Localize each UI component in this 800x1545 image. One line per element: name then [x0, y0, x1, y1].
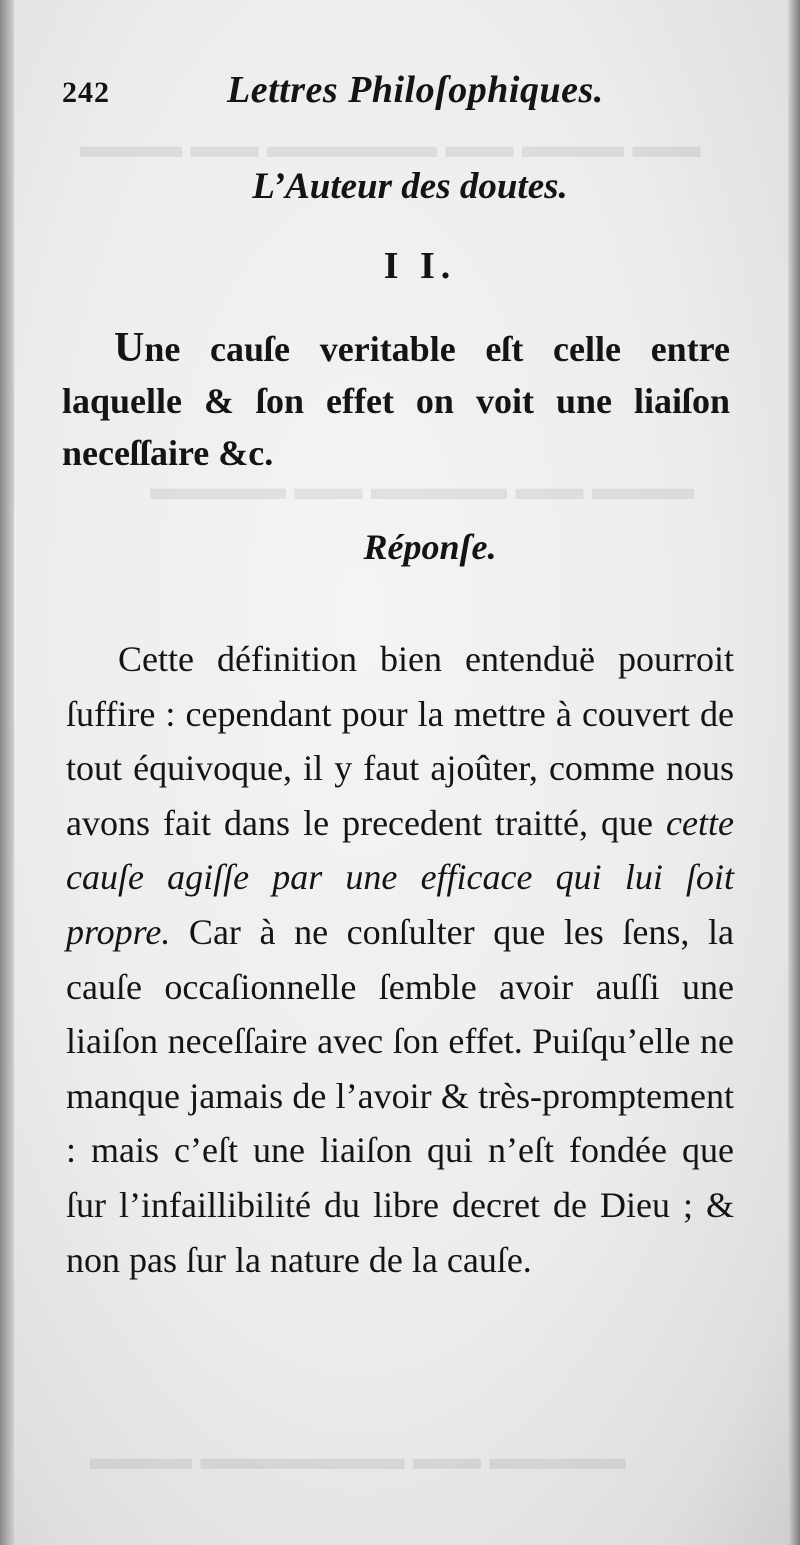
reponse-heading: Réponſe.	[363, 527, 497, 567]
objection-initial-letter: U	[114, 325, 145, 371]
running-header	[62, 64, 742, 124]
author-heading: L’Auteur des doutes.	[252, 166, 568, 207]
response-text-part2: Car à ne conſulter que les ſens, la cauſe occaſionnelle ſemble avoir auſſi une liaiſon neceſſaire avec ſon effet. Puiſqu’elle ne manque jamais de l’avoir & très-promptement : mais c’eſt une liaiſon qui n’eſt fondée que ſur l’infaillibilité du libre decret de Dieu ; & non pas ſur la nature de la cauſe.	[66, 911, 734, 1280]
objection-paragraph	[62, 322, 730, 479]
page-number: 242	[62, 76, 110, 109]
response-text-part1: Cette définition bien entenduë pourroit ſuffire : cependant pour la mettre à couvert de tout équivoque, il y faut ajoûter, comme nous avons fait dans le precedent traitté, que	[66, 639, 734, 843]
show-through-texture: ▬▬ ▬▬▬ ▬▬ ▬▬▬▬▬ ▬▬ ▬▬▬	[80, 128, 701, 165]
show-through-texture: ▬▬▬ ▬▬ ▬▬▬▬ ▬▬ ▬▬▬▬	[150, 470, 694, 507]
running-title: Lettres Philoſophiques.	[227, 69, 604, 111]
section-number: I I.	[383, 245, 457, 287]
objection-text: ne cauſe veritable eſt celle entre laquelle & ſon effet on voit une liaiſon neceſſaire &c.	[62, 329, 730, 473]
response-italic-phrase: cette cauſe agiſſe par une efficace qui lui ſoit propre.	[66, 802, 734, 952]
show-through-texture: ▬▬▬▬ ▬▬ ▬▬▬▬▬▬ ▬▬▬	[90, 1440, 626, 1477]
response-paragraph	[66, 632, 734, 1287]
page-edge-shadow-left	[0, 0, 14, 1545]
page-edge-shadow-right	[788, 0, 800, 1545]
